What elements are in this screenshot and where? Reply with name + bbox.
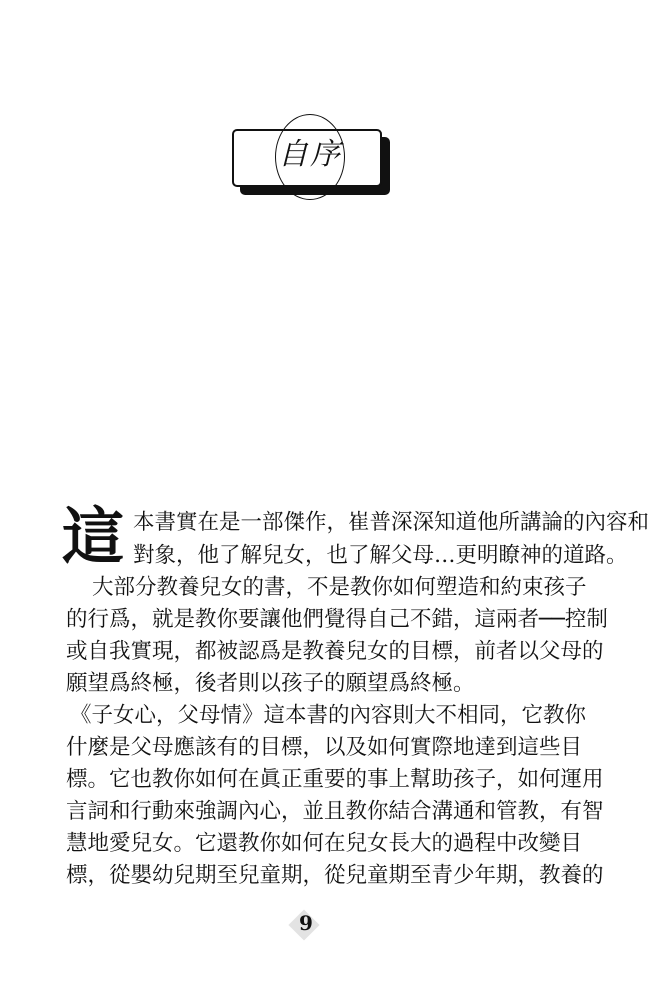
text-line-12: 標，從嬰幼兒期至兒童期，從兒童期至青少年期，教養的	[66, 863, 604, 888]
text-line-6: 願望爲終極，後者則以孩子的願望爲終極。	[66, 671, 475, 696]
chapter-title: 自序	[278, 137, 342, 172]
text-line-11: 慧地愛兒女。它還教你如何在兒女長大的過程中改變目	[66, 831, 583, 856]
text-line-1: 本書實在是一部傑作，崔普深深知道他所講論的內容和	[133, 510, 650, 535]
text-line-8: 什麼是父母應該有的目標，以及如何實際地達到這些目	[66, 735, 583, 760]
text-line-9: 標。它也教你如何在眞正重要的事上幫助孩子，如何運用	[66, 767, 604, 792]
text-line-10: 言詞和行動來強調內心，並且教你結合溝通和管教，有智	[66, 799, 604, 824]
text-line-7: 《子女心，父母情》這本書的內容則大不相同，它教你	[70, 703, 587, 728]
page-number-text: 9	[299, 911, 313, 935]
drop-cap: 這	[62, 500, 125, 573]
text-line-3: 大部分教養兒女的書，不是教你如何塑造和約束孩子	[92, 575, 587, 600]
text-line-5: 或自我實現，都被認爲是教養兒女的目標，前者以父母的	[66, 639, 604, 664]
text-line-4: 的行爲，就是教你要讓他們覺得自己不錯，這兩者──控制	[66, 607, 608, 632]
page-number	[288, 908, 324, 944]
text-line-2: 對象，他了解兒女，也了解父母…更明瞭神的道路。	[133, 543, 628, 568]
